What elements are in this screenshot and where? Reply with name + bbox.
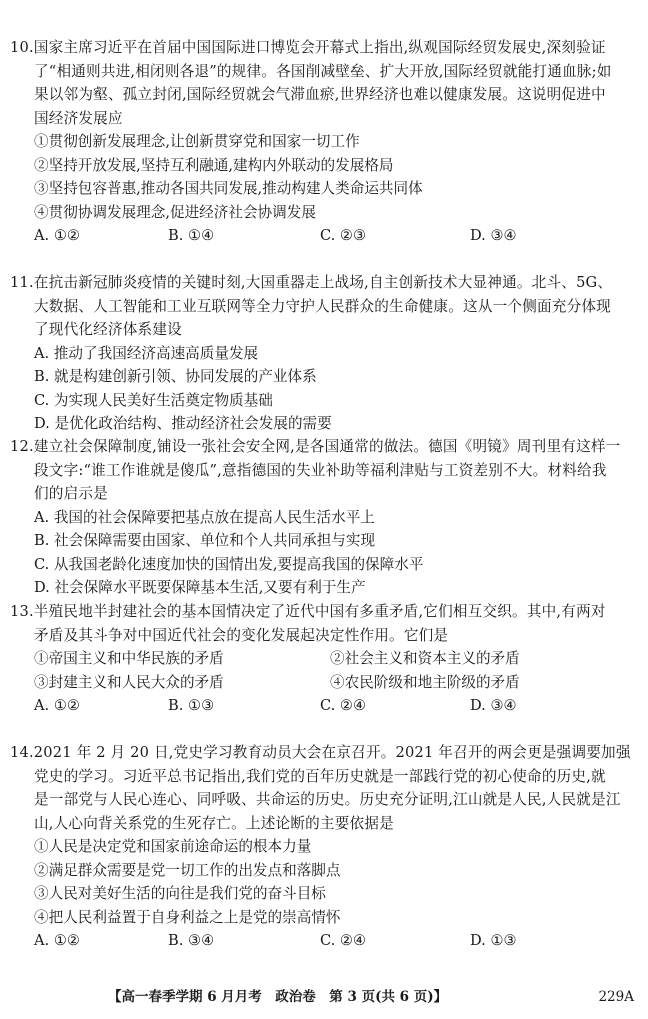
question-stem-line: 10.国家主席习近平在首届中国国际进口博览会开幕式上指出,纵观国际经贸发展史,深刻验证: [10, 39, 606, 56]
option-b[interactable]: B. 社会保障需要由国家、单位和个人共同承担与实现: [34, 532, 376, 549]
option-d[interactable]: D. 是优化政治结构、推动经济社会发展的需要: [34, 415, 332, 432]
question-stem-line: 12.建立社会保障制度,铺设一张社会安全网,是各国通常的做法。德国《明镜》周刊里有这样一: [10, 438, 621, 455]
question-14: [10, 741, 638, 953]
answer-c[interactable]: C. ②③: [320, 227, 367, 244]
question-11: [10, 271, 638, 436]
option-d[interactable]: D. 社会保障水平既要保障基本生活,又要有利于生产: [34, 579, 366, 596]
answer-d[interactable]: D. ①③: [470, 932, 517, 949]
question-12: [10, 435, 638, 600]
statement-2: ②满足群众需要是党一切工作的出发点和落脚点: [34, 861, 341, 879]
question-stem-line: 11.在抗击新冠肺炎疫情的关键时刻,大国重器走上战场,自主创新技术大显神通。北斗、5G、: [10, 274, 613, 291]
answer-b[interactable]: B. ③④: [168, 932, 215, 949]
answer-a[interactable]: A. ①②: [34, 227, 80, 244]
page-footer: [0, 986, 648, 1008]
option-c[interactable]: C. 为实现人民美好生活奠定物质基础: [34, 391, 273, 409]
question-stem-line: 了现代化经济体系建设: [34, 321, 182, 338]
statement-2: ②坚持开放发展,坚持互利融通,建构内外联动的发展格局: [34, 156, 394, 174]
option-a[interactable]: A. 推动了我国经济高速高质量发展: [34, 344, 259, 362]
question-stem-line: 13.半殖民地半封建社会的基本国情决定了近代中国有多重矛盾,它们相互交织。其中,有两对: [10, 603, 606, 620]
answer-choices: [10, 929, 638, 953]
question-13: [10, 600, 638, 718]
question-stem-line: 山,人心向背关系党的生死存亡。上述论断的主要依据是: [34, 814, 394, 832]
answer-choices: [10, 694, 638, 718]
question-stem-line: 矛盾及其斗争对中国近代社会的变化发展起决定性作用。它们是: [34, 626, 449, 644]
statement-1: ①贯彻创新发展理念,让创新贯穿党和国家一切工作: [34, 133, 360, 150]
option-b[interactable]: B. 就是构建创新引领、协同发展的产业体系: [34, 368, 317, 385]
question-10: [10, 36, 638, 248]
answer-d[interactable]: D. ③④: [470, 227, 517, 244]
statement-4: ④贯彻协调发展理念,促进经济社会协调发展: [34, 203, 316, 221]
answer-b[interactable]: B. ①③: [168, 697, 215, 714]
question-stem-line: 14.2021 年 2 月 20 日,党史学习教育动员大会在京召开。2021 年召开的两会更是强调要加强: [10, 744, 631, 761]
answer-choices: [10, 224, 638, 248]
statement-row: [10, 671, 638, 695]
statement-1: ①人民是决定党和国家前途命运的根本力量: [34, 838, 312, 855]
footer-code: 229A: [598, 989, 634, 1005]
question-stem-line: 国经济发展应: [34, 109, 123, 127]
statement-3: ③坚持包容普惠,推动各国共同发展,推动构建人类命运共同体: [34, 180, 423, 197]
answer-c[interactable]: C. ②④: [320, 932, 367, 949]
question-stem-line: 党史的学习。习近平总书记指出,我们党的百年历史就是一部践行党的初心使命的历史,就: [34, 767, 606, 785]
answer-a[interactable]: A. ①②: [34, 932, 80, 949]
question-stem-line: 们的启示是: [34, 485, 108, 502]
footer-title: 【高一春季学期 6 月月考 政治卷 第 3 页(共 6 页)】: [108, 989, 448, 1005]
statement-4: ④把人民利益置于自身利益之上是党的崇高情怀: [34, 908, 341, 926]
answer-d[interactable]: D. ③④: [470, 697, 517, 714]
question-stem-line: 果以邻为壑、孤立封闭,国际经贸就会气滞血瘀,世界经济也难以健康发展。这说明促进中: [34, 86, 606, 103]
question-stem-line: 了“相通则共进,相闭则各退”的规律。各国削减壁垒、扩大开放,国际经贸就能打通血脉;如: [34, 62, 612, 80]
statement-3: ③人民对美好生活的向往是我们党的奋斗目标: [34, 885, 326, 902]
question-stem-line: 大数据、人工智能和工业互联网等全力守护人民群众的生命健康。这从一个侧面充分体现: [34, 297, 611, 315]
option-c[interactable]: C. 从我国老龄化速度加快的国情出发,要提高我国的保障水平: [34, 555, 424, 573]
statement-3: ③封建主义和人民大众的矛盾: [34, 673, 224, 691]
statement-1: ①帝国主义和中华民族的矛盾: [34, 650, 224, 667]
statement-row: [10, 647, 638, 671]
question-stem-line: 是一部党与人民心连心、同呼吸、共命运的历史。历史充分证明,江山就是人民,人民就是江: [34, 791, 621, 808]
option-a[interactable]: A. 我国的社会保障要把基点放在提高人民生活水平上: [34, 508, 375, 526]
statement-4: ④农民阶级和地主阶级的矛盾: [330, 673, 520, 691]
answer-b[interactable]: B. ①④: [168, 227, 215, 244]
statement-2: ②社会主义和资本主义的矛盾: [330, 650, 520, 667]
answer-c[interactable]: C. ②④: [320, 697, 367, 714]
question-stem-line: 段文字:“谁工作谁就是傻瓜”,意指德国的失业补助等福利津贴与工资差别不大。材料给我: [34, 461, 607, 479]
answer-a[interactable]: A. ①②: [34, 697, 80, 714]
